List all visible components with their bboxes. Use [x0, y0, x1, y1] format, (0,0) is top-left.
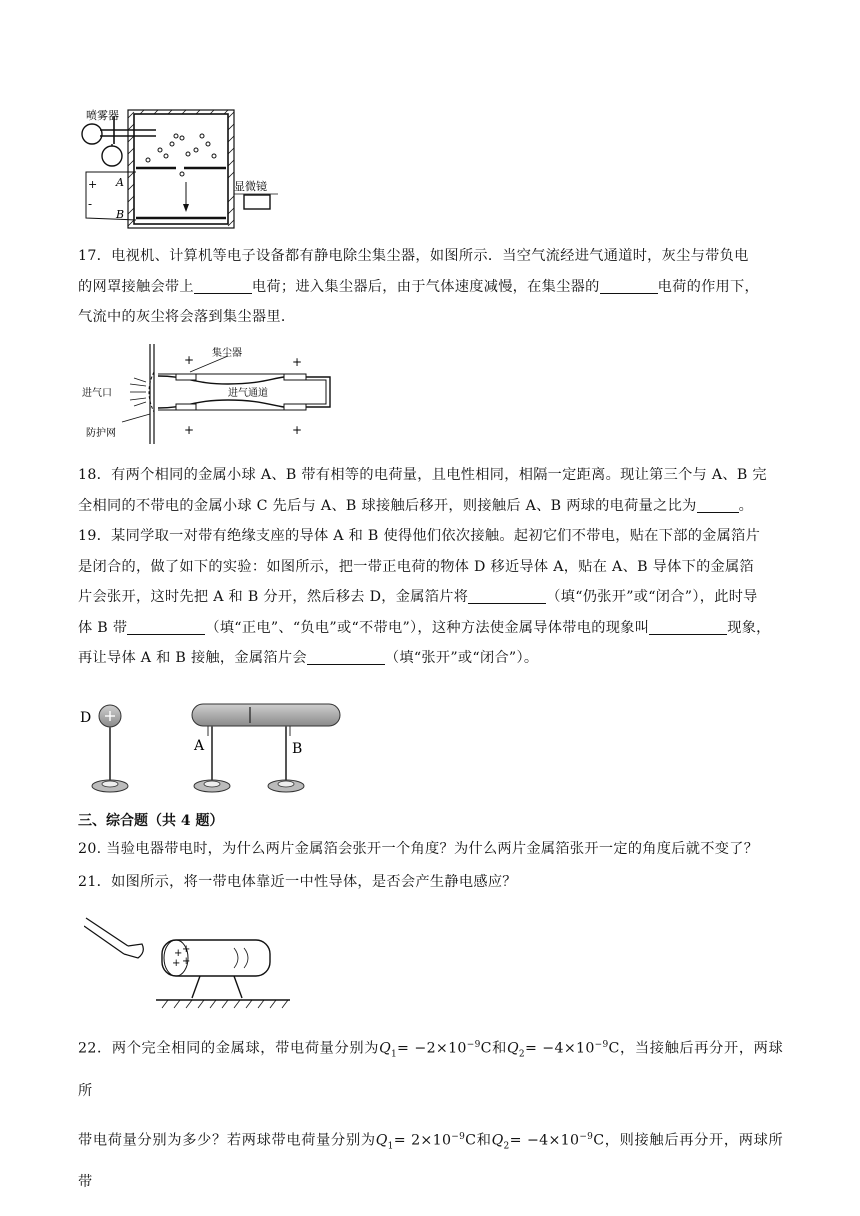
- figure-conductors-ab: [78, 698, 358, 798]
- minus-terminal-label: -: [88, 197, 93, 211]
- plate-b-label: B: [116, 208, 125, 221]
- a-label: A: [194, 738, 205, 754]
- answer-blank[interactable]: [194, 277, 252, 294]
- question-19: [78, 521, 783, 674]
- sprayer-label: 喷雾器: [86, 109, 119, 122]
- question-18: [78, 460, 783, 521]
- plate-a-label: A: [116, 176, 124, 189]
- plus-terminal-label: +: [88, 178, 98, 191]
- dust-collector-diagram: [78, 344, 348, 444]
- svg-text:+: +: [174, 948, 183, 959]
- question-17: [78, 241, 783, 333]
- question-22: [78, 1027, 783, 1200]
- inlet-label: 进气口: [82, 388, 112, 399]
- d-label: D: [80, 710, 92, 726]
- figure-dust-collector: [78, 344, 348, 444]
- figure-sprayer-apparatus: [78, 108, 278, 230]
- conductors-diagram: [78, 698, 358, 798]
- section-3-heading: 三、综合题（共 4 题）: [78, 813, 224, 829]
- plus-sign: +: [184, 353, 195, 367]
- plus-sign: +: [292, 355, 303, 369]
- answer-blank[interactable]: [468, 587, 546, 604]
- figure-charged-rod: [84, 912, 314, 1012]
- q17-line-3: 气流中的灰尘将会落到集尘器里．: [78, 309, 296, 325]
- q18-line-2: 全相同的不带电的金属小球 C 先后与 A、B 球接触后移开，则接触后 A、B 两球的电荷量之比为 。: [78, 497, 754, 514]
- q17-line-2: 的网罩接触会带上 电荷；进入集尘器后，由于气体速度减慢，在集尘器的 电荷的作用下，: [78, 278, 760, 295]
- channel-label: 进气通道: [228, 388, 268, 399]
- q19-line-4: 体 B 带 （填“正电”、“负电”或“不带电”），这种方法使金属导体带电的现象叫 现象，: [78, 619, 771, 636]
- q22-line-1: 22．两个完全相同的金属球，带电荷量分别为$Q_1= -2\times 10^{-9}C$和$Q_2= -4\times 10^{-9}C$，当接触后再分开，两球所: [78, 1040, 783, 1099]
- question-20: 20. 当验电器带电时，为什么两片金属箔会张开一个角度？为什么两片金属箔张开一定的角度后就不变了？: [78, 841, 759, 857]
- q19-line-5: 再让导体 A 和 B 接触，金属箔片会 （填“张开”或“闭合”）。: [78, 650, 539, 666]
- sprayer-apparatus-diagram: [78, 108, 278, 230]
- q18-line-1: 18．有两个相同的金属小球 A、B 带有相等的电荷量，且电性相同，相隔一定距离。现让第三个与 A、B 完: [78, 467, 767, 483]
- plus-sign: +: [292, 423, 303, 437]
- charged-rod-diagram: [84, 912, 314, 1012]
- b-label: B: [292, 741, 303, 757]
- svg-text:+: +: [182, 956, 191, 967]
- q19-line-2: 是闭合的，做了如下的实验：如图所示，把一带正电荷的物体 D 移近导体 A，贴在 A、B 导体下的金属箔: [78, 558, 755, 575]
- answer-blank[interactable]: [600, 277, 658, 294]
- answer-blank[interactable]: [697, 496, 739, 513]
- q22-line-2: 带电荷量分别为多少？若两球带电荷量分别为$Q_1= 2\times 10^{-9}C$和$Q_2= -4\times 10^{-9}C$，则接触后再分开，两球所带: [78, 1131, 784, 1191]
- screen-label: 防护网: [86, 428, 116, 439]
- answer-blank[interactable]: [307, 648, 385, 665]
- svg-text:+: +: [172, 958, 181, 969]
- q19-line-1: 19．某同学取一对带有绝缘支座的导体 A 和 B 使得他们依次接触。起初它们不带电，贴在下部的金属箔片: [78, 528, 761, 544]
- q19-line-3: 片会张开，这时先把 A 和 B 分开，然后移去 D，金属箔片将 （填“仍张开”或“闭合”），此时导: [78, 589, 758, 605]
- answer-blank[interactable]: [127, 618, 205, 635]
- collector-label: 集尘器: [212, 348, 242, 359]
- question-21: 21．如图所示，将一带电体靠近一中性导体，是否会产生静电感应？: [78, 874, 517, 890]
- svg-text:+: +: [182, 944, 191, 955]
- plus-sign: +: [184, 423, 195, 437]
- answer-blank[interactable]: [649, 618, 727, 635]
- microscope-label: 显微镜: [234, 180, 267, 193]
- q17-line-1: 17．电视机、计算机等电子设备都有静电除尘集尘器，如图所示．当空气流经进气通道时，灰尘与带负电: [78, 248, 749, 264]
